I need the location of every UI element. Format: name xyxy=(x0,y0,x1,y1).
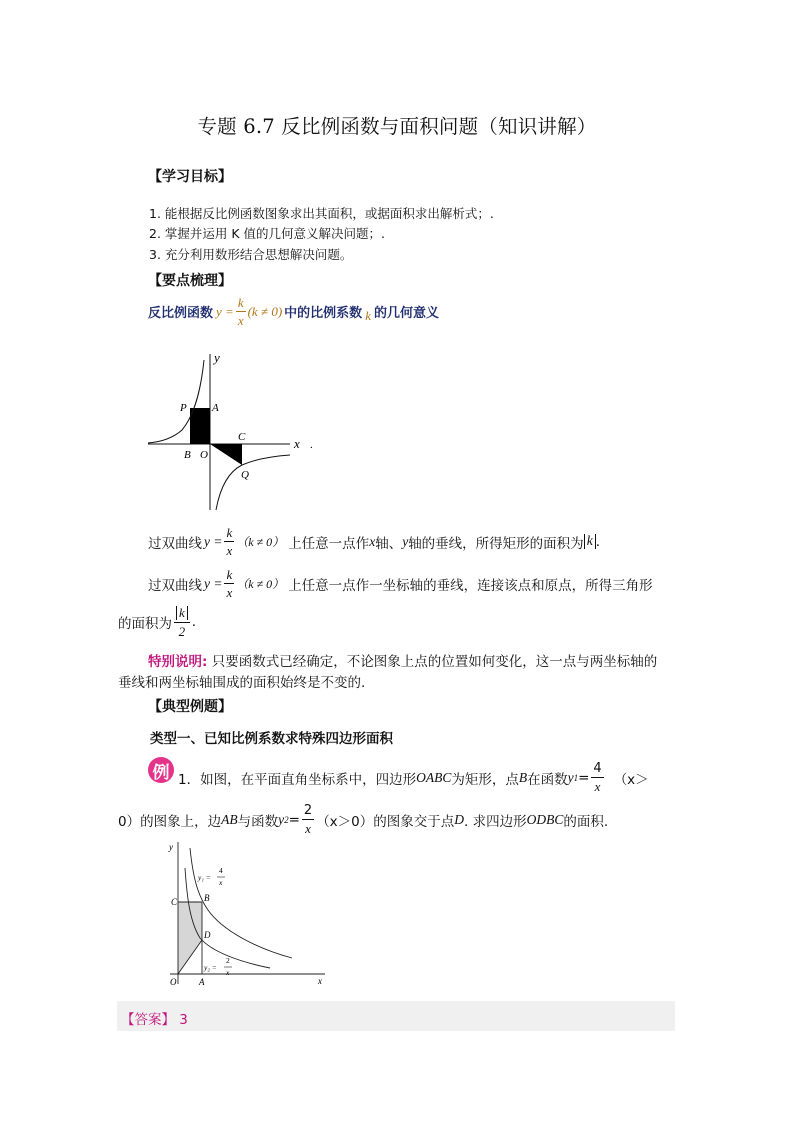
examples-heading: 【典型例题】 xyxy=(148,699,232,715)
example1-AB: AB xyxy=(221,811,238,827)
para2-numerator: k xyxy=(226,567,233,582)
para1-fraction xyxy=(224,526,234,557)
label-y1-num: 4 xyxy=(219,866,223,875)
example1-line2-c: . 求四边形 xyxy=(464,813,527,830)
special-note-line2: 垂线和两坐标轴围成的面积始终是不变的. xyxy=(118,675,366,691)
label-A: A xyxy=(212,402,219,414)
para2-y: y = xyxy=(204,575,223,591)
label-D: D xyxy=(204,930,211,940)
label-O: O xyxy=(200,449,208,461)
shaded-triangle xyxy=(210,444,242,465)
para1-numerator: k xyxy=(226,525,233,540)
para2-denominator-2: 2 xyxy=(178,623,186,639)
example1-B: B xyxy=(518,769,528,785)
label-y: y xyxy=(169,842,173,852)
example1-OABC: OABC xyxy=(416,769,452,785)
goal-item-3: 3. 充分利用数形结合思想解决问题。 xyxy=(149,247,353,262)
hyperbola-rectangle-figure xyxy=(140,348,330,516)
formula-fraction xyxy=(236,296,246,327)
formula-denominator: x xyxy=(237,313,244,328)
special-note-label: 特别说明: xyxy=(148,654,208,670)
curve-y1 xyxy=(190,848,292,958)
para1-abs-k: k xyxy=(584,534,596,548)
answer-line xyxy=(121,1008,188,1028)
points-heading: 【要点梳理】 xyxy=(148,273,232,289)
formula-y: y = xyxy=(216,303,234,319)
example1-cond2: （x＞0）的图象交于点 xyxy=(316,813,455,830)
para2-end: . xyxy=(191,613,197,630)
example1-eq2: = xyxy=(288,811,300,828)
example1-y1: y xyxy=(567,769,574,785)
type1-heading: 类型一、已知比例系数求特殊四边形面积 xyxy=(150,731,393,747)
para2-abs-k: k xyxy=(176,606,188,620)
example1-frac1-num: 4 xyxy=(593,761,602,776)
label-y2-den: x xyxy=(226,968,230,977)
goal-item-2: 2. 掌握并运用 K 值的几何意义解决问题；. xyxy=(149,226,386,241)
label-A: A xyxy=(199,977,205,987)
points-subheading xyxy=(148,296,439,327)
label-C: C xyxy=(238,431,246,443)
para2-area-fraction xyxy=(174,606,190,638)
para1-y-var: y xyxy=(402,533,409,549)
label-y2: y₂ = xyxy=(204,963,217,972)
label-B: B xyxy=(184,449,191,461)
goals-heading: 【学习目标】 xyxy=(148,169,232,185)
para1-y: y = xyxy=(204,533,223,549)
example1-frac1 xyxy=(591,762,603,793)
para1-x: x xyxy=(369,533,376,549)
example1-cond: （x＞ xyxy=(613,771,649,788)
para2-mid: 上任意一点作一坐标轴的垂线，连接该点和原点，所得三角形 xyxy=(288,577,653,594)
para1-end: . xyxy=(595,533,600,550)
para1-mid2: 轴、 xyxy=(375,535,403,552)
subheading-mid: 中的比例系数 xyxy=(284,306,363,321)
para2-line2-prefix: 的面积为 xyxy=(118,615,172,632)
rectangle-hyperbolas-figure xyxy=(160,838,340,988)
example1-ODBC: ODBC xyxy=(526,811,564,827)
label-y: y xyxy=(214,350,220,365)
answer-value: 3 xyxy=(179,1012,188,1028)
subheading-k: k xyxy=(365,307,371,323)
paragraph-rectangle-area xyxy=(148,526,600,557)
label-B: B xyxy=(204,893,210,903)
example1-frac2-den: x xyxy=(305,821,311,836)
answer-box xyxy=(117,1001,675,1031)
special-note-line1 xyxy=(148,650,657,670)
formula-condition: (k ≠ 0) xyxy=(247,303,283,319)
para2-prefix: 过双曲线 xyxy=(148,577,202,594)
para1-prefix: 过双曲线 xyxy=(148,535,202,552)
shaded-rectangle xyxy=(190,408,210,444)
example1-line2-b: 与函数 xyxy=(237,813,279,830)
label-dot: . xyxy=(310,439,313,451)
goal-item-1: 1. 能根据反比例函数图象求出其面积，或据面积求出解析式；. xyxy=(149,206,494,221)
label-O: O xyxy=(170,977,177,987)
hyperbola-branch-right xyxy=(216,455,290,510)
example1-D: D xyxy=(454,811,465,827)
example1-eq: = xyxy=(578,769,590,786)
example1-y2-sub: 2 xyxy=(284,814,289,825)
subheading-prefix: 反比例函数 xyxy=(148,306,214,321)
paragraph-triangle-area-line2 xyxy=(118,606,196,638)
example1-y2: y xyxy=(278,811,285,827)
label-P: P xyxy=(180,402,187,414)
example1-text-a: 1．如图，在平面直角坐标系中，四边形 xyxy=(178,771,417,788)
example-badge: 例 xyxy=(148,757,174,783)
example1-line1 xyxy=(178,762,649,793)
example1-line2-a: 0）的图象上，边 xyxy=(118,813,222,830)
formula-numerator: k xyxy=(237,295,244,310)
example1-frac1-den: x xyxy=(594,779,601,794)
subheading-suffix: 的几何意义 xyxy=(373,306,439,321)
para1-mid1: 上任意一点作 xyxy=(288,535,370,552)
special-note-text1: 只要函数式已经确定，不论图象上点的位置如何变化，这一点与两坐标轴的 xyxy=(211,654,658,670)
example1-line2 xyxy=(118,804,608,835)
example1-line2-d: 的面积. xyxy=(563,813,609,830)
example1-frac2 xyxy=(302,804,314,835)
label-y2-num: 2 xyxy=(226,956,230,965)
para2-fraction xyxy=(224,568,234,599)
para2-denominator: x xyxy=(226,585,233,600)
example1-text-b: 为矩形，点 xyxy=(451,771,519,788)
page-title: 专题 6.7 反比例函数与面积问题（知识讲解） xyxy=(197,115,597,138)
answer-label: 【答案】 xyxy=(121,1012,175,1028)
para1-mid3: 轴的垂线，所得矩形的面积为 xyxy=(408,535,584,552)
para1-denominator: x xyxy=(226,543,233,558)
para2-condition: （k ≠ 0） xyxy=(236,577,285,591)
para1-condition: （k ≠ 0） xyxy=(236,535,285,549)
label-y1: y₁ = xyxy=(198,873,211,882)
example1-frac2-num: 2 xyxy=(303,803,313,818)
label-x: x xyxy=(318,976,322,986)
label-Q: Q xyxy=(241,469,249,481)
label-C: C xyxy=(171,897,178,907)
example1-text-c: 在函数 xyxy=(527,771,568,788)
label-y1-den: x xyxy=(219,878,223,887)
label-x: x xyxy=(294,436,300,451)
paragraph-triangle-area xyxy=(148,568,653,599)
example1-y1-sub: 1 xyxy=(573,772,579,783)
